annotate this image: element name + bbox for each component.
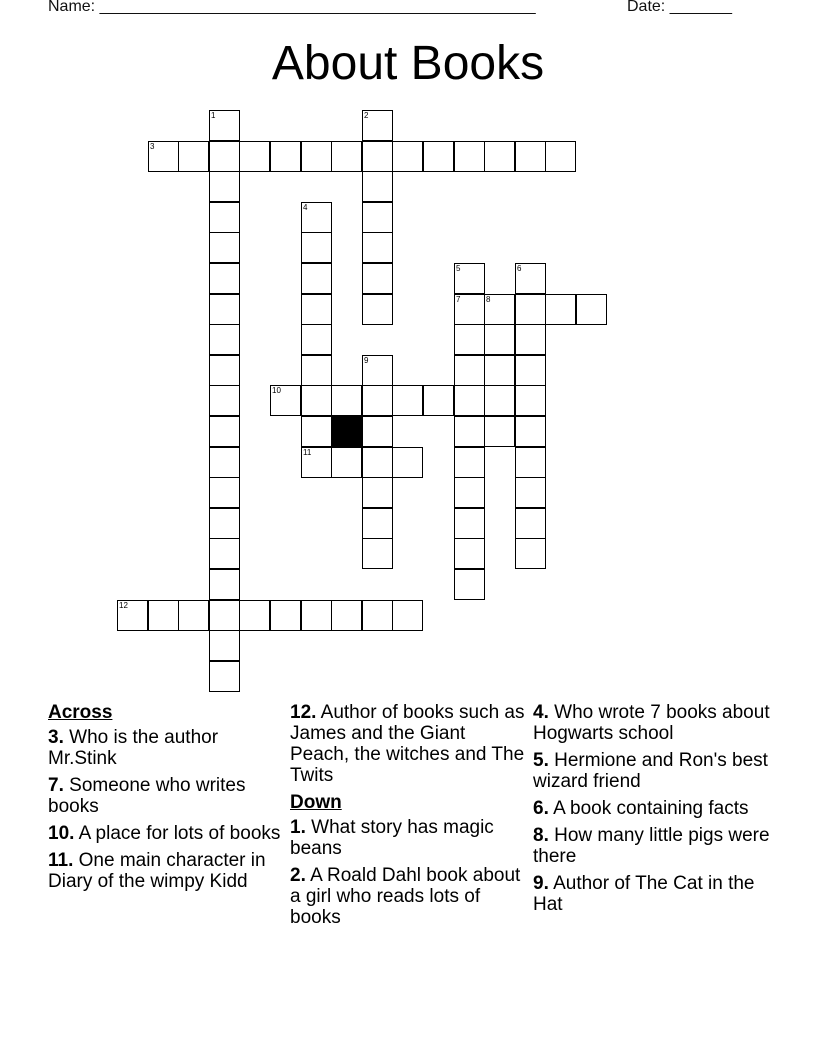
grid-cell[interactable] bbox=[209, 661, 240, 692]
down-clue-8: 8. How many little pigs were there bbox=[533, 825, 770, 867]
grid-cell[interactable] bbox=[209, 447, 240, 478]
down-clue-2: 2. A Roald Dahl book about a girl who reads lots of books bbox=[290, 865, 521, 928]
clue-number: 12 bbox=[119, 601, 128, 610]
down-clue-5: 5. Hermione and Ron's best wizard friend bbox=[533, 750, 768, 792]
grid-cell[interactable] bbox=[331, 600, 362, 631]
clue-number: 9 bbox=[364, 356, 369, 365]
grid-cell[interactable] bbox=[454, 385, 485, 416]
grid-cell[interactable] bbox=[362, 232, 393, 263]
grid-cell[interactable] bbox=[515, 294, 546, 325]
grid-cell[interactable] bbox=[209, 110, 240, 141]
grid-cell[interactable] bbox=[362, 477, 393, 508]
grid-cell[interactable] bbox=[484, 355, 515, 386]
grid-cell[interactable] bbox=[270, 600, 301, 631]
grid-cell[interactable] bbox=[576, 294, 607, 325]
grid-cell[interactable] bbox=[454, 324, 485, 355]
grid-cell[interactable] bbox=[148, 141, 179, 172]
clues-column-1 bbox=[48, 702, 284, 898]
grid-cell[interactable] bbox=[484, 324, 515, 355]
grid-cell[interactable] bbox=[362, 416, 393, 447]
grid-cell[interactable] bbox=[148, 600, 179, 631]
grid-cell[interactable] bbox=[209, 202, 240, 233]
grid-cell[interactable] bbox=[209, 294, 240, 325]
clues-column-2 bbox=[290, 702, 526, 934]
grid-cell[interactable] bbox=[454, 263, 485, 294]
grid-cell[interactable] bbox=[423, 141, 454, 172]
grid-cell[interactable] bbox=[209, 569, 240, 600]
grid-cell[interactable] bbox=[239, 141, 270, 172]
grid-cell[interactable] bbox=[301, 202, 332, 233]
grid-cell[interactable] bbox=[362, 141, 393, 172]
grid-cell[interactable] bbox=[515, 385, 546, 416]
grid-cell[interactable] bbox=[239, 600, 270, 631]
grid-cell[interactable] bbox=[362, 202, 393, 233]
grid-cell[interactable] bbox=[209, 385, 240, 416]
grid-cell[interactable] bbox=[209, 416, 240, 447]
grid-cell[interactable] bbox=[301, 385, 332, 416]
grid-cell[interactable] bbox=[301, 324, 332, 355]
grid-cell[interactable] bbox=[331, 447, 362, 478]
grid-cell[interactable] bbox=[454, 141, 485, 172]
grid-cell[interactable] bbox=[392, 600, 423, 631]
grid-cell[interactable] bbox=[178, 600, 209, 631]
grid-cell[interactable] bbox=[515, 538, 546, 569]
grid-cell[interactable] bbox=[515, 324, 546, 355]
grid-cell[interactable] bbox=[454, 477, 485, 508]
clue-number: 5 bbox=[456, 264, 461, 273]
across-clue-11: 11. One main character in Diary of the wimpy Kidd bbox=[48, 850, 266, 892]
grid-cell[interactable] bbox=[270, 385, 301, 416]
grid-cell[interactable] bbox=[484, 385, 515, 416]
grid-cell[interactable] bbox=[515, 508, 546, 539]
grid-cell[interactable] bbox=[331, 385, 362, 416]
across-clue-12: 12. Author of books such as James and the Giant Peach, the witches and The Twits bbox=[290, 702, 525, 786]
grid-cell[interactable] bbox=[362, 171, 393, 202]
grid-cell[interactable] bbox=[454, 294, 485, 325]
grid-cell[interactable] bbox=[301, 600, 332, 631]
grid-cell[interactable] bbox=[454, 416, 485, 447]
grid-cell[interactable] bbox=[331, 141, 362, 172]
grid-cell[interactable] bbox=[209, 508, 240, 539]
across-clue-7: 7. Someone who writes books bbox=[48, 775, 246, 817]
grid-cell[interactable] bbox=[454, 447, 485, 478]
grid-cell[interactable] bbox=[362, 355, 393, 386]
grid-cell[interactable] bbox=[454, 508, 485, 539]
grid-cell[interactable] bbox=[209, 324, 240, 355]
grid-block-cell bbox=[331, 416, 362, 447]
clue-number: 2 bbox=[364, 111, 369, 120]
puzzle-title: About Books bbox=[271, 37, 545, 90]
grid-cell[interactable] bbox=[454, 355, 485, 386]
grid-cell[interactable] bbox=[209, 232, 240, 263]
grid-cell[interactable] bbox=[545, 294, 576, 325]
grid-cell[interactable] bbox=[362, 508, 393, 539]
grid-cell[interactable] bbox=[301, 263, 332, 294]
down-clue-9: 9. Author of The Cat in the Hat bbox=[533, 873, 755, 915]
grid-cell[interactable] bbox=[209, 141, 240, 172]
grid-cell[interactable] bbox=[515, 477, 546, 508]
clue-number: 11 bbox=[303, 448, 312, 457]
clue-number: 3 bbox=[150, 142, 155, 151]
grid-cell[interactable] bbox=[209, 477, 240, 508]
grid-cell[interactable] bbox=[545, 141, 576, 172]
clue-number: 10 bbox=[272, 386, 281, 395]
grid-cell[interactable] bbox=[301, 232, 332, 263]
grid-cell[interactable] bbox=[362, 385, 393, 416]
grid-cell[interactable] bbox=[362, 447, 393, 478]
grid-cell[interactable] bbox=[515, 263, 546, 294]
grid-cell[interactable] bbox=[362, 600, 393, 631]
grid-cell[interactable] bbox=[209, 630, 240, 661]
grid-cell[interactable] bbox=[178, 141, 209, 172]
grid-cell[interactable] bbox=[209, 263, 240, 294]
grid-cell[interactable] bbox=[392, 385, 423, 416]
grid-cell[interactable] bbox=[392, 447, 423, 478]
grid-cell[interactable] bbox=[454, 569, 485, 600]
grid-cell[interactable] bbox=[301, 447, 332, 478]
grid-cell[interactable] bbox=[117, 600, 148, 631]
date-field-label: Date: _______ bbox=[627, 0, 732, 15]
across-clue-10: 10. A place for lots of books bbox=[48, 823, 281, 844]
grid-cell[interactable] bbox=[423, 385, 454, 416]
grid-cell[interactable] bbox=[301, 355, 332, 386]
name-field-label: Name: _________________________________________________ bbox=[48, 0, 536, 15]
clue-number: 7 bbox=[456, 295, 461, 304]
grid-cell[interactable] bbox=[362, 263, 393, 294]
grid-cell[interactable] bbox=[209, 355, 240, 386]
clues-column-3 bbox=[533, 702, 773, 921]
grid-cell[interactable] bbox=[515, 447, 546, 478]
grid-cell[interactable] bbox=[484, 141, 515, 172]
grid-cell[interactable] bbox=[515, 416, 546, 447]
grid-cell[interactable] bbox=[209, 600, 240, 631]
grid-cell[interactable] bbox=[484, 416, 515, 447]
across-clue-3: 3. Who is the author Mr.Stink bbox=[48, 727, 219, 769]
grid-cell[interactable] bbox=[301, 294, 332, 325]
clue-number: 8 bbox=[486, 295, 491, 304]
grid-cell[interactable] bbox=[454, 538, 485, 569]
clue-number: 6 bbox=[517, 264, 522, 273]
clue-number: 4 bbox=[303, 203, 308, 212]
grid-cell[interactable] bbox=[484, 294, 515, 325]
grid-cell[interactable] bbox=[270, 141, 301, 172]
clue-number: 1 bbox=[211, 111, 216, 120]
down-clue-4: 4. Who wrote 7 books about Hogwarts school bbox=[533, 702, 770, 744]
across-heading: Across bbox=[48, 702, 113, 723]
grid-cell[interactable] bbox=[515, 141, 546, 172]
grid-cell[interactable] bbox=[362, 110, 393, 141]
grid-cell[interactable] bbox=[515, 355, 546, 386]
down-clue-1: 1. What story has magic beans bbox=[290, 817, 494, 859]
grid-cell[interactable] bbox=[209, 538, 240, 569]
down-heading: Down bbox=[290, 792, 342, 813]
grid-cell[interactable] bbox=[301, 416, 332, 447]
grid-cell[interactable] bbox=[362, 538, 393, 569]
grid-cell[interactable] bbox=[301, 141, 332, 172]
down-clue-6: 6. A book containing facts bbox=[533, 798, 749, 819]
grid-cell[interactable] bbox=[362, 294, 393, 325]
grid-cell[interactable] bbox=[209, 171, 240, 202]
grid-cell[interactable] bbox=[392, 141, 423, 172]
